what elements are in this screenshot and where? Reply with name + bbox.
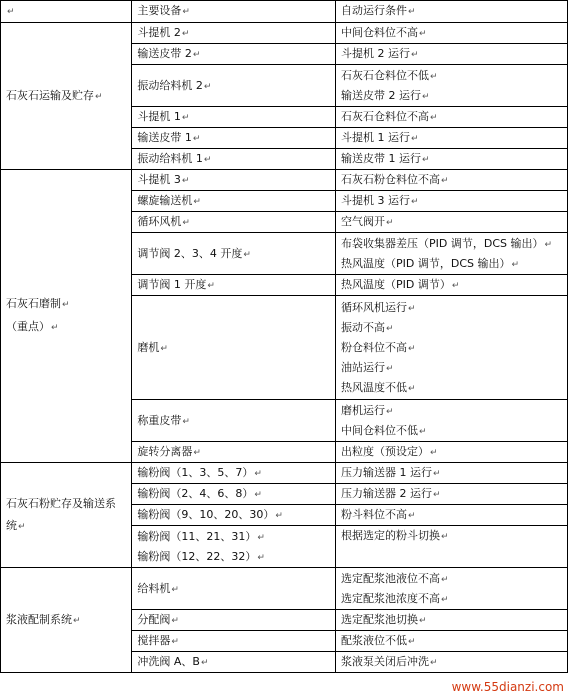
watermark: www.55dianzi.com — [449, 680, 564, 694]
equipment-text: 斗提机 3 — [137, 173, 181, 186]
equipment-text: 螺旋输送机 — [137, 194, 193, 207]
condition-cell: 石灰石仓料位不低↵ 输送皮带 2 运行↵ — [336, 65, 568, 107]
system-group-cell: 石灰石运输及贮存↵ — [1, 23, 132, 170]
equipment-cell: 调节阀 2、3、4 开度↵ — [132, 233, 336, 275]
condition-text: 石灰石仓料位不高 — [341, 110, 430, 123]
condition-cell: 输送皮带 1 运行↵ — [336, 149, 568, 170]
condition-text: 中间仓料位不低 — [341, 423, 419, 437]
equipment-cell: 循环风机↵ — [132, 212, 336, 233]
equipment-text: 输粉阀（9、10、20、30） — [137, 508, 275, 521]
header-equipment-text: 主要设备 — [137, 4, 182, 17]
condition-text: 粉斗料位不高 — [341, 508, 408, 521]
equipment-cell: 输送皮带 1↵ — [132, 128, 336, 149]
condition-text: 空气阀开 — [341, 215, 386, 228]
equipment-cell: 称重皮带↵ — [132, 400, 336, 442]
condition-text: 循环风机运行 — [341, 300, 408, 314]
system-group-text: 石灰石磨制 — [6, 297, 61, 310]
condition-cell: 压力输送器 2 运行↵ — [336, 484, 568, 505]
condition-text: 选定配浆池液位不高 — [341, 571, 441, 585]
condition-text: 斗提机 3 运行 — [341, 194, 411, 207]
condition-cell: 石灰石粉仓料位不高↵ — [336, 170, 568, 191]
condition-text: 热风温度（PID 调节） — [341, 278, 451, 291]
equipment-cell: 旋转分离器↵ — [132, 442, 336, 463]
equipment-cell: 调节阀 1 开度↵ — [132, 275, 336, 296]
equipment-text: 斗提机 1 — [137, 110, 181, 123]
equipment-cell: 斗提机 1↵ — [132, 107, 336, 128]
equipment-text: 输粉阀（1、3、5、7） — [137, 466, 254, 479]
equipment-text: 调节阀 1 开度 — [137, 278, 207, 291]
condition-cell: 配浆液位不低↵ — [336, 631, 568, 652]
condition-text: 热风温度（PID 调节，DCS 输出） — [341, 256, 511, 270]
equipment-text: 振动给料机 1 — [137, 152, 203, 165]
equipment-text: 给料机 — [137, 581, 171, 595]
equipment-cell: 给料机↵ — [132, 568, 336, 610]
equipment-text: 旋转分离器 — [137, 445, 193, 458]
equipment-text: 斗提机 2 — [137, 26, 181, 39]
condition-text: 斗提机 2 运行 — [341, 47, 411, 60]
equipment-cell: 分配阀↵ — [132, 610, 336, 631]
equipment-text: 输粉阀（2、4、6、8） — [137, 487, 254, 500]
equipment-cell: 斗提机 3↵ — [132, 170, 336, 191]
condition-text: 斗提机 1 运行 — [341, 131, 411, 144]
condition-text: 输送皮带 2 运行 — [341, 88, 422, 102]
condition-cell: 中间仓料位不高↵ — [336, 23, 568, 44]
equipment-text: 调节阀 2、3、4 开度 — [137, 246, 243, 260]
condition-cell: 粉斗料位不高↵ — [336, 505, 568, 526]
equipment-text: 称重皮带 — [137, 413, 182, 427]
header-conditions-text: 自动运行条件 — [341, 4, 408, 17]
table-row — [1, 170, 568, 191]
condition-cell: 选定配浆池切换↵ — [336, 610, 568, 631]
condition-cell: 石灰石仓料位不高↵ — [336, 107, 568, 128]
system-group-cell: 石灰石磨制↵ （重点）↵ — [1, 170, 132, 463]
condition-cell: 选定配浆池液位不高↵ 选定配浆池浓度不高↵ — [336, 568, 568, 610]
equipment-text: 振动给料机 2 — [137, 78, 203, 92]
equipment-cell: 搅拌器↵ — [132, 631, 336, 652]
table-row — [1, 568, 568, 610]
equipment-text: 冲洗阀 A、B — [137, 655, 200, 668]
equipment-text: 输送皮带 2 — [137, 47, 192, 60]
equipment-text: 输粉阀（12、22、32） — [137, 549, 257, 563]
condition-text: 出粒度（预设定） — [341, 445, 430, 458]
condition-cell: 布袋收集器差压（PID 调节，DCS 输出）↵ 热风温度（PID 调节，DCS 输出）↵ — [336, 233, 568, 275]
equipment-text: 磨机 — [137, 340, 160, 354]
condition-text: 粉仓料位不高 — [341, 340, 408, 354]
equipment-cell: 输粉阀（11、21、31）↵ 输粉阀（12、22、32）↵ — [132, 526, 336, 568]
condition-text: 油站运行 — [341, 360, 386, 374]
condition-text: 压力输送器 1 运行 — [341, 466, 433, 479]
equipment-text: 输粉阀（11、21、31） — [137, 529, 257, 543]
equipment-cell: 振动给料机 1↵ — [132, 149, 336, 170]
condition-cell: 斗提机 2 运行↵ — [336, 44, 568, 65]
equipment-cell: 输送皮带 2↵ — [132, 44, 336, 65]
table-row — [1, 463, 568, 484]
header-row — [1, 1, 568, 23]
equipment-cell: 振动给料机 2↵ — [132, 65, 336, 107]
table-row — [1, 23, 568, 44]
system-group-cell: 浆液配制系统↵ — [1, 568, 132, 673]
condition-text: 石灰石仓料位不低 — [341, 68, 430, 82]
condition-cell: 斗提机 3 运行↵ — [336, 191, 568, 212]
condition-cell: 出粒度（预设定）↵ — [336, 442, 568, 463]
condition-cell: 根据选定的粉斗切换↵ — [336, 526, 568, 568]
system-group-text: 石灰石粉贮存及输送系统 — [6, 496, 116, 532]
condition-text: 压力输送器 2 运行 — [341, 487, 433, 500]
condition-text: 布袋收集器差压（PID 调节，DCS 输出） — [341, 236, 544, 250]
header-cell-system: ↵ — [1, 1, 132, 23]
header-cell-equipment: 主要设备↵ — [132, 1, 336, 23]
condition-cell: 热风温度（PID 调节）↵ — [336, 275, 568, 296]
equipment-cell: 输粉阀（9、10、20、30）↵ — [132, 505, 336, 526]
equipment-cell: 斗提机 2↵ — [132, 23, 336, 44]
system-group-text: 浆液配制系统 — [6, 612, 72, 626]
equipment-cell: 输粉阀（2、4、6、8）↵ — [132, 484, 336, 505]
condition-text: 配浆液位不低 — [341, 634, 408, 647]
condition-text: 浆液泵关闭后冲洗 — [341, 655, 430, 668]
equipment-text: 输送皮带 1 — [137, 131, 192, 144]
condition-cell: 磨机运行↵ 中间仓料位不低↵ — [336, 400, 568, 442]
equipment-text: 搅拌器 — [137, 634, 171, 647]
condition-cell: 浆液泵关闭后冲洗↵ — [336, 652, 568, 673]
equipment-cell: 磨机↵ — [132, 296, 336, 400]
condition-text: 根据选定的粉斗切换 — [341, 529, 441, 542]
condition-cell: 空气阀开↵ — [336, 212, 568, 233]
condition-text: 中间仓料位不高 — [341, 26, 419, 39]
condition-text: 磨机运行 — [341, 403, 386, 417]
equipment-cell: 冲洗阀 A、B↵ — [132, 652, 336, 673]
system-group-note: （重点） — [6, 320, 50, 333]
header-cell-conditions: 自动运行条件↵ — [336, 1, 568, 23]
condition-text: 石灰石粉仓料位不高 — [341, 173, 441, 186]
condition-cell: 斗提机 1 运行↵ — [336, 128, 568, 149]
equipment-cell: 输粉阀（1、3、5、7）↵ — [132, 463, 336, 484]
condition-text: 热风温度不低 — [341, 380, 408, 394]
system-group-text: 石灰石运输及贮存 — [6, 88, 94, 102]
condition-text: 选定配浆池浓度不高 — [341, 591, 441, 605]
condition-cell: 压力输送器 1 运行↵ — [336, 463, 568, 484]
system-group-cell: 石灰石粉贮存及输送系统↵ — [1, 463, 132, 568]
equipment-cell: 螺旋输送机↵ — [132, 191, 336, 212]
condition-cell: 循环风机运行↵ 振动不高↵ 粉仓料位不高↵ 油站运行↵ 热风温度不低↵ — [336, 296, 568, 400]
equipment-text: 循环风机 — [137, 215, 182, 228]
equipment-text: 分配阀 — [137, 613, 171, 626]
condition-text: 振动不高 — [341, 320, 386, 334]
condition-text: 选定配浆池切换 — [341, 613, 419, 626]
condition-text: 输送皮带 1 运行 — [341, 152, 422, 165]
